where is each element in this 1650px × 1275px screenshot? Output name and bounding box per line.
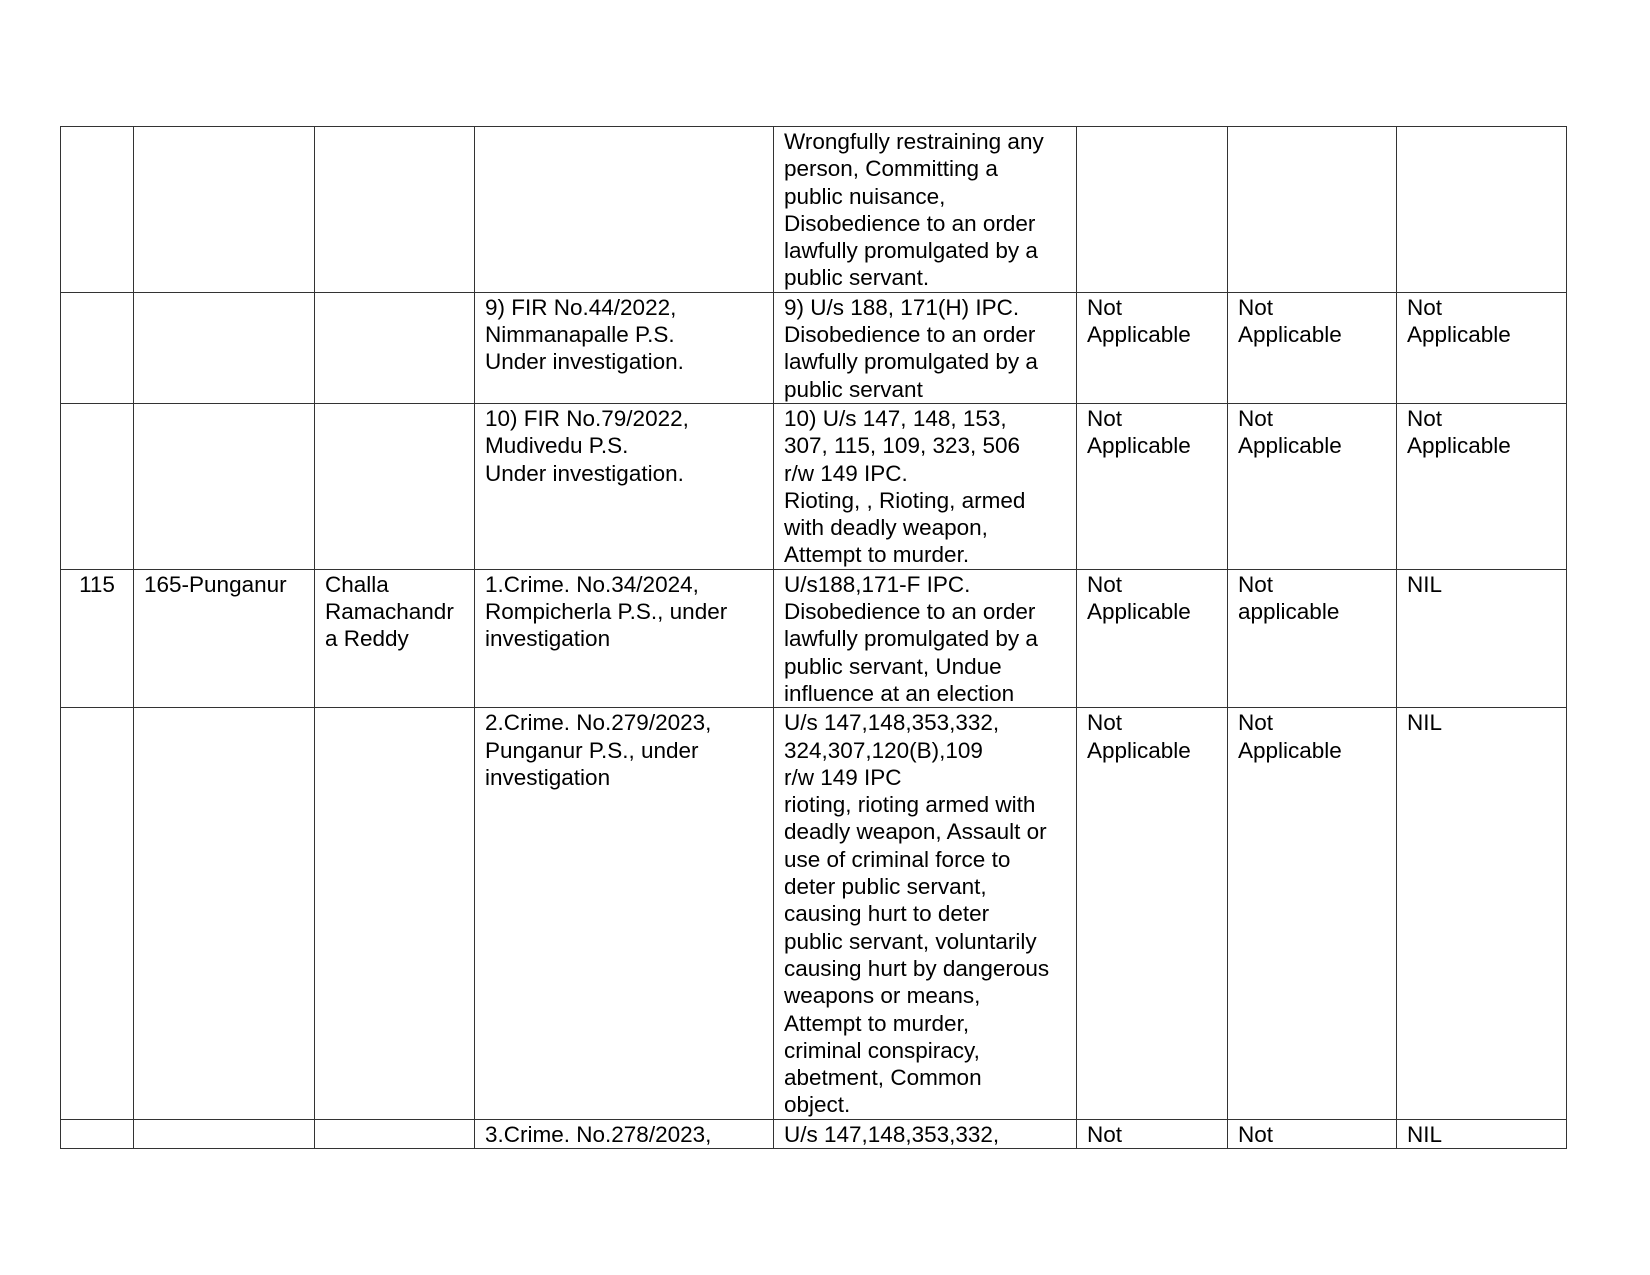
sections-cell: Wrongfully restraining any person, Committing a public nuisance, Disobedience to an order lawfully promulgated by a public servant. (774, 127, 1077, 293)
constituency-cell (134, 1119, 315, 1148)
serial-number-cell (61, 403, 134, 569)
applicability-cell: Not Applicable (1228, 708, 1397, 1119)
applicability-cell: Not Applicable (1228, 292, 1397, 403)
applicability-cell: Not Applicable (1077, 708, 1228, 1119)
table-row (61, 1119, 1567, 1148)
candidate-name-cell (315, 292, 475, 403)
sections-cell: U/s 147,148,353,332, (774, 1119, 1077, 1148)
candidate-name-cell: Challa Ramachandr a Reddy (315, 569, 475, 707)
applicability-cell: Not Applicable (1228, 403, 1397, 569)
applicability-cell: Not (1228, 1119, 1397, 1148)
case-details-cell (475, 127, 774, 293)
table-row (61, 708, 1567, 1119)
table-row (61, 127, 1567, 293)
case-details-cell: 3.Crime. No.278/2023, (475, 1119, 774, 1148)
case-details-cell: 1.Crime. No.34/2024, Rompicherla P.S., under investigation (475, 569, 774, 707)
constituency-cell (134, 708, 315, 1119)
candidate-name-cell (315, 127, 475, 293)
conviction-cell: NIL (1397, 569, 1567, 707)
applicability-cell: Not Applicable (1077, 292, 1228, 403)
candidate-name-cell (315, 1119, 475, 1148)
constituency-cell: 165-Punganur (134, 569, 315, 707)
conviction-cell (1397, 127, 1567, 293)
serial-number-cell (61, 1119, 134, 1148)
constituency-cell (134, 403, 315, 569)
candidate-name-cell (315, 403, 475, 569)
case-details-cell: 9) FIR No.44/2022, Nimmanapalle P.S. Under investigation. (475, 292, 774, 403)
applicability-cell: Not (1077, 1119, 1228, 1148)
sections-cell: U/s188,171-F IPC. Disobedience to an order lawfully promulgated by a public servant, Undue influence at an election (774, 569, 1077, 707)
applicability-cell: Not applicable (1228, 569, 1397, 707)
table-row (61, 292, 1567, 403)
sections-cell: 10) U/s 147, 148, 153, 307, 115, 109, 323, 506 r/w 149 IPC. Rioting, , Rioting, armed with deadly weapon, Attempt to murder. (774, 403, 1077, 569)
sections-cell: U/s 147,148,353,332, 324,307,120(B),109 r/w 149 IPC rioting, rioting armed with deadly weapon, Assault or use of criminal force to deter public servant, causing hurt to deter public servant, voluntarily causing hurt by dangerous weapons or means, Attempt to murder, criminal conspiracy, abetment, Common object. (774, 708, 1077, 1119)
table-row (61, 403, 1567, 569)
constituency-cell (134, 127, 315, 293)
sections-cell: 9) U/s 188, 171(H) IPC. Disobedience to an order lawfully promulgated by a public servant (774, 292, 1077, 403)
conviction-cell: Not Applicable (1397, 292, 1567, 403)
candidate-name-cell (315, 708, 475, 1119)
applicability-cell: Not Applicable (1077, 569, 1228, 707)
constituency-cell (134, 292, 315, 403)
serial-number-cell: 115 (61, 569, 134, 707)
applicability-cell: Not Applicable (1077, 403, 1228, 569)
conviction-cell: NIL (1397, 708, 1567, 1119)
case-details-cell: 10) FIR No.79/2022, Mudivedu P.S. Under investigation. (475, 403, 774, 569)
case-details-cell: 2.Crime. No.279/2023, Punganur P.S., under investigation (475, 708, 774, 1119)
serial-number-cell (61, 127, 134, 293)
applicability-cell (1228, 127, 1397, 293)
conviction-cell: Not Applicable (1397, 403, 1567, 569)
criminal-cases-table (60, 126, 1567, 1149)
serial-number-cell (61, 708, 134, 1119)
table-row (61, 569, 1567, 707)
conviction-cell: NIL (1397, 1119, 1567, 1148)
applicability-cell (1077, 127, 1228, 293)
serial-number-cell (61, 292, 134, 403)
